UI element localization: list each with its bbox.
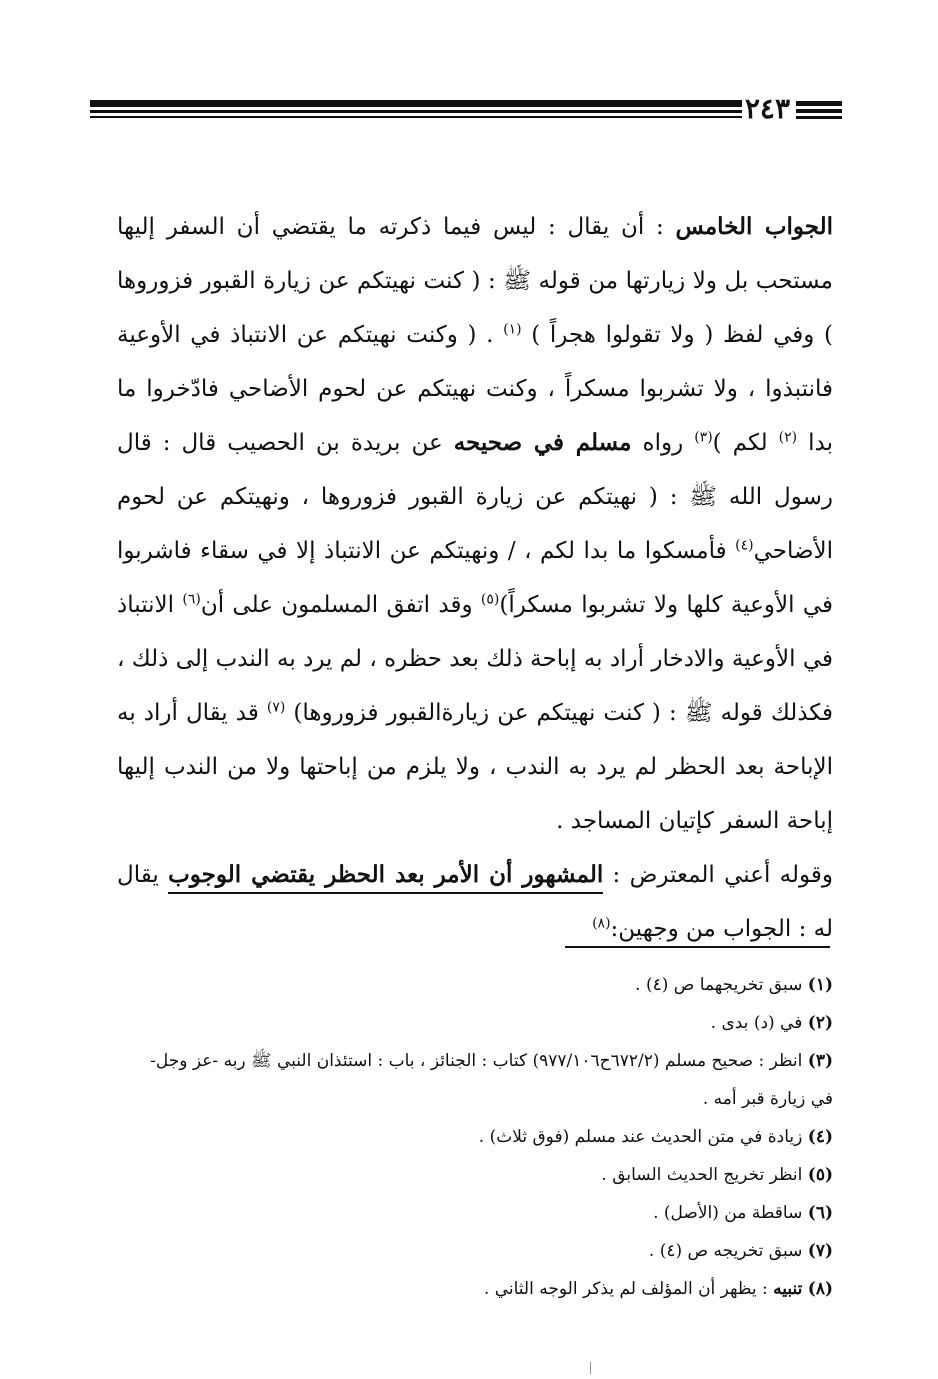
footnote: [85, 1004, 833, 1042]
footnote-number: (٤): [807, 1127, 833, 1147]
header-rule: [90, 100, 742, 107]
footnote: [85, 1156, 833, 1194]
footnote-separator: [565, 946, 830, 948]
footnote: [85, 1194, 833, 1232]
footnote-note-label: تنبيه: [773, 1279, 803, 1299]
header-rule: [90, 110, 742, 113]
footnote-ref: (٢): [778, 429, 798, 446]
paragraph-text: لكم ): [712, 430, 779, 456]
footnote-text: زيادة في متن الحديث عند مسلم (فوق ثلاث) .: [478, 1127, 808, 1147]
paragraph-text: يقال له : الجواب من وجهين:: [117, 862, 833, 942]
footnotes: [85, 966, 833, 1308]
header-rule-short: [796, 109, 842, 113]
footnote-ref: (٧): [266, 699, 286, 716]
footnote-number: (٦): [807, 1203, 833, 1223]
paragraph-text: رواه: [631, 430, 695, 456]
source-name: مسلم في صحيحه: [453, 429, 632, 456]
header-rule: [90, 116, 742, 118]
header-rule-short: [796, 101, 842, 106]
main-text: [117, 200, 833, 956]
footnote-text: سبق تخريجه ص (٤) .: [648, 1241, 808, 1261]
footnote-text: في زيارة قبر أمه .: [702, 1089, 833, 1109]
footnote: [85, 966, 833, 1004]
footnote-ref: (٥): [480, 591, 500, 608]
footnote-number: (٢): [807, 1013, 833, 1033]
footnote-text: : يظهر أن المؤلف لم يذكر الوجه الثاني .: [483, 1279, 774, 1299]
paragraph-text: الانتباذ في الأوعية والادخار أراد به إباحة ذلك بعد حظره ، لم يرد به الندب إلى ذلك ، فكذلك قوله ﷺ : ( كنت نهيتكم عن زيارةالقبور فزوروها): [117, 592, 833, 726]
footnote: [85, 1042, 833, 1080]
paragraph-text: . ( وكنت نهيتكم عن الانتباذ في الأوعية فانتبذوا ، ولا تشربوا مسكراً ، وكنت نهيتكم عن لحوم الأضاحي فادّخروا ما بدا: [117, 322, 833, 456]
footnote-number: (٨): [807, 1279, 833, 1299]
footnote: [85, 1270, 833, 1308]
footnote-ref: (٤): [735, 537, 754, 554]
header-rule-short: [796, 116, 842, 119]
footnote: [85, 1232, 833, 1270]
footnote-text: ساقطة من (الأصل) .: [653, 1203, 808, 1223]
section-heading: الجواب الخامس: [675, 213, 834, 240]
footnote-ref: (١): [503, 321, 522, 338]
footnote: [85, 1118, 833, 1156]
footnote-text: انظر تخريج الحديث السابق .: [601, 1165, 808, 1185]
page-header: [90, 90, 842, 132]
quoted-claim: المشهور أن الأمر بعد الحظر يقتضي الوجوب: [168, 861, 603, 894]
footnote-text: في (د) بدى .: [710, 1013, 808, 1033]
footnote-number: (٣): [807, 1051, 833, 1071]
paragraph-text: وقد اتفق المسلمون على أن: [200, 592, 481, 618]
footnote-ref: (٣): [694, 429, 713, 446]
footnote-number: (٥): [807, 1165, 833, 1185]
paragraph-objection: [117, 848, 833, 956]
footnote-continuation: [85, 1080, 833, 1118]
footnote-text: انظر : صحيح مسلم (٦٧٢/٢ح٩٧٧/١٠٦) كتاب : الجنائز ، باب : استئذان النبي ﷺ ربه -عز وجل-: [150, 1051, 808, 1071]
scan-mark: [590, 1362, 591, 1374]
footnote-text: سبق تخريجهما ص (٤) .: [635, 975, 808, 995]
paragraph-fifth-answer: [117, 200, 833, 848]
paragraph-text: فأمسكوا ما بدا لكم ، / ونهيتكم عن الانتباذ إلا في سقاء فاشربوا في الأوعية كلها ولا تشربوا مسكراً): [117, 538, 833, 618]
paragraph-text: عن بريدة بن الحصيب قال : قال رسول الله ﷺ : ( نهيتكم عن زيارة القبور فزوروها ، ونهيتكم عن لحوم الأضاحي: [117, 430, 833, 564]
footnote-number: (١): [807, 975, 833, 995]
paragraph-text: : أن يقال : ليس فيما ذكرته ما يقتضي أن السفر إليها مستحب بل ولا زيارتها من قوله ﷺ : ( كنت نهيتكم عن زيارة القبور فزوروها ) وفي لفظ ( ولا تقولوا هجراً ): [117, 214, 833, 348]
footnote-ref: (٦): [182, 591, 201, 608]
paragraph-text: وقوله أعني المعترض :: [603, 862, 833, 888]
footnote-ref: (٨): [592, 915, 611, 932]
footnote-number: (٧): [807, 1241, 833, 1261]
page-number: ٢٤٣: [744, 92, 790, 125]
paragraph-text: قد يقال أراد به الإباحة بعد الحظر لم يرد به الندب ، ولا يلزم من إباحتها ولا من الندب إليها إباحة السفر كإتيان المساجد .: [117, 700, 834, 834]
